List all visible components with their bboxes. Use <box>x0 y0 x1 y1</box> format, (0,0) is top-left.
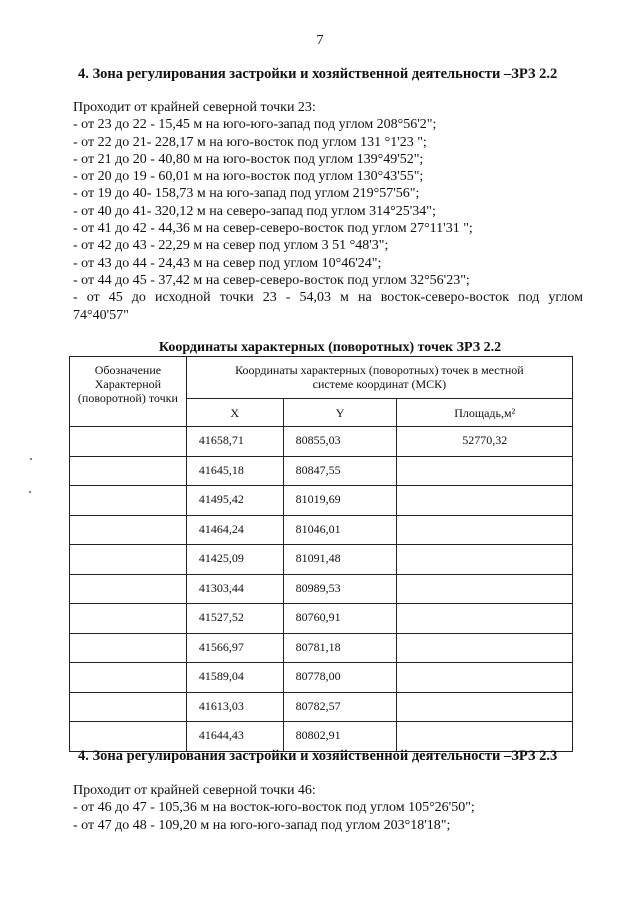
table-row <box>70 574 573 604</box>
cell-point <box>70 722 187 752</box>
cell-area <box>397 515 573 545</box>
route-segment: - от 42 до 43 - 22,29 м на север под углом 3 51 °48'3"; <box>73 238 389 254</box>
table-row <box>70 486 573 516</box>
table-row <box>70 427 573 457</box>
cell-y: 80778,00 <box>283 663 397 693</box>
cell-x: 41425,09 <box>186 545 283 575</box>
zone-heading-zrz-2-3: 4. Зона регулирования застройки и хозяйственной деятельности –ЗРЗ 2.3 <box>78 748 558 764</box>
table-row <box>70 456 573 486</box>
cell-point <box>70 633 187 663</box>
cell-point <box>70 545 187 575</box>
route-intro: Проходит от крайней северной точки 23: <box>73 100 316 115</box>
zone-route-zrz-2-3 <box>73 782 583 834</box>
route-segment: - от 43 до 44 - 24,43 м на север под углом 10°46'24"; <box>73 255 382 271</box>
scan-speck <box>29 491 31 493</box>
cell-y: 80989,53 <box>283 574 397 604</box>
page-number: 7 <box>316 33 324 48</box>
cell-area <box>397 604 573 634</box>
table-row <box>70 722 573 752</box>
cell-y: 80760,91 <box>283 604 397 634</box>
route-segment: - от 19 до 40- 158,73 м на юго-запад под углом 219°57'56"; <box>73 186 420 202</box>
route-segment: - от 21 до 20 - 40,80 м на юго-восток под углом 139°49'52"; <box>73 151 424 167</box>
cell-point <box>70 456 187 486</box>
cell-x: 41566,97 <box>186 633 283 663</box>
cell-y: 81019,69 <box>283 486 397 516</box>
route-segment: - от 40 до 41- 320,12 м на северо-запад под углом 314°25'34"; <box>73 203 436 219</box>
cell-x: 41303,44 <box>186 574 283 604</box>
route-segment-final-angle: 74°40'57" <box>73 307 129 323</box>
cell-area <box>397 692 573 722</box>
cell-x: 41645,18 <box>186 456 283 486</box>
cell-area <box>397 574 573 604</box>
cell-area <box>397 633 573 663</box>
cell-y: 81091,48 <box>283 545 397 575</box>
cell-area <box>397 722 573 752</box>
cell-point <box>70 574 187 604</box>
scan-speck <box>30 458 32 460</box>
cell-area <box>397 545 573 575</box>
coordinates-table <box>69 356 573 752</box>
cell-point <box>70 427 187 457</box>
cell-point <box>70 486 187 516</box>
route-segment: - от 47 до 48 - 109,20 м на юго-юго-запад под углом 203°18'18"; <box>73 817 451 833</box>
cell-y: 81046,01 <box>283 515 397 545</box>
cell-y: 80782,57 <box>283 692 397 722</box>
route-segment: - от 44 до 45 - 37,42 м на север-северо-восток под углом 32°56'23"; <box>73 272 470 288</box>
cell-x: 41613,03 <box>186 692 283 722</box>
table-caption: Координаты характерных (поворотных) точек ЗРЗ 2.2 <box>158 340 502 355</box>
cell-point <box>70 604 187 634</box>
cell-point <box>70 515 187 545</box>
cell-area <box>397 663 573 693</box>
cell-point <box>70 663 187 693</box>
cell-x: 41495,42 <box>186 486 283 516</box>
route-segment-final: - от 45 до исходной точки 23 - 54,03 м на восток-северо-восток под углом <box>73 290 583 306</box>
col-point-header: Обозначение Характерной (поворотной) точки <box>70 357 187 427</box>
route-segment: - от 46 до 47 - 105,36 м на восток-юго-восток под углом 105°26'50"; <box>73 800 475 816</box>
table-row <box>70 545 573 575</box>
table-row <box>70 604 573 634</box>
cell-x: 41658,71 <box>186 427 283 457</box>
cell-y: 80855,03 <box>283 427 397 457</box>
route-segment: - от 20 до 19 - 60,01 м на юго-восток под углом 130°43'55"; <box>73 169 424 185</box>
cell-y: 80802,91 <box>283 722 397 752</box>
col-y-header: Y <box>283 399 397 427</box>
route-segment: - от 22 до 21- 228,17 м на юго-восток под углом 131 °1'23 "; <box>73 134 427 150</box>
cell-x: 41644,43 <box>186 722 283 752</box>
zone-route-zrz-2-2 <box>73 99 583 324</box>
cell-x: 41589,04 <box>186 663 283 693</box>
cell-x: 41464,24 <box>186 515 283 545</box>
cell-y: 80781,18 <box>283 633 397 663</box>
col-area-header: Площадь,м² <box>397 399 573 427</box>
cell-x: 41527,52 <box>186 604 283 634</box>
route-intro: Проходит от крайней северной точки 46: <box>73 783 316 798</box>
route-segment: - от 23 до 22 - 15,45 м на юго-юго-запад под углом 208°56'2"; <box>73 117 437 133</box>
col-x-header: X <box>186 399 283 427</box>
table-row <box>70 692 573 722</box>
route-segment: - от 41 до 42 - 44,36 м на север-северо-восток под углом 27°11'31 "; <box>73 221 473 237</box>
table-row <box>70 663 573 693</box>
table-row <box>70 515 573 545</box>
cell-area <box>397 486 573 516</box>
table-row <box>70 633 573 663</box>
cell-area <box>397 456 573 486</box>
cell-area: 52770,32 <box>397 427 573 457</box>
zone-heading-zrz-2-2: 4. Зона регулирования застройки и хозяйственной деятельности –ЗРЗ 2.2 <box>78 66 558 82</box>
cell-point <box>70 692 187 722</box>
col-coords-header: Координаты характерных (поворотных) точек в местной системе координат (МСК) <box>186 357 572 399</box>
cell-y: 80847,55 <box>283 456 397 486</box>
